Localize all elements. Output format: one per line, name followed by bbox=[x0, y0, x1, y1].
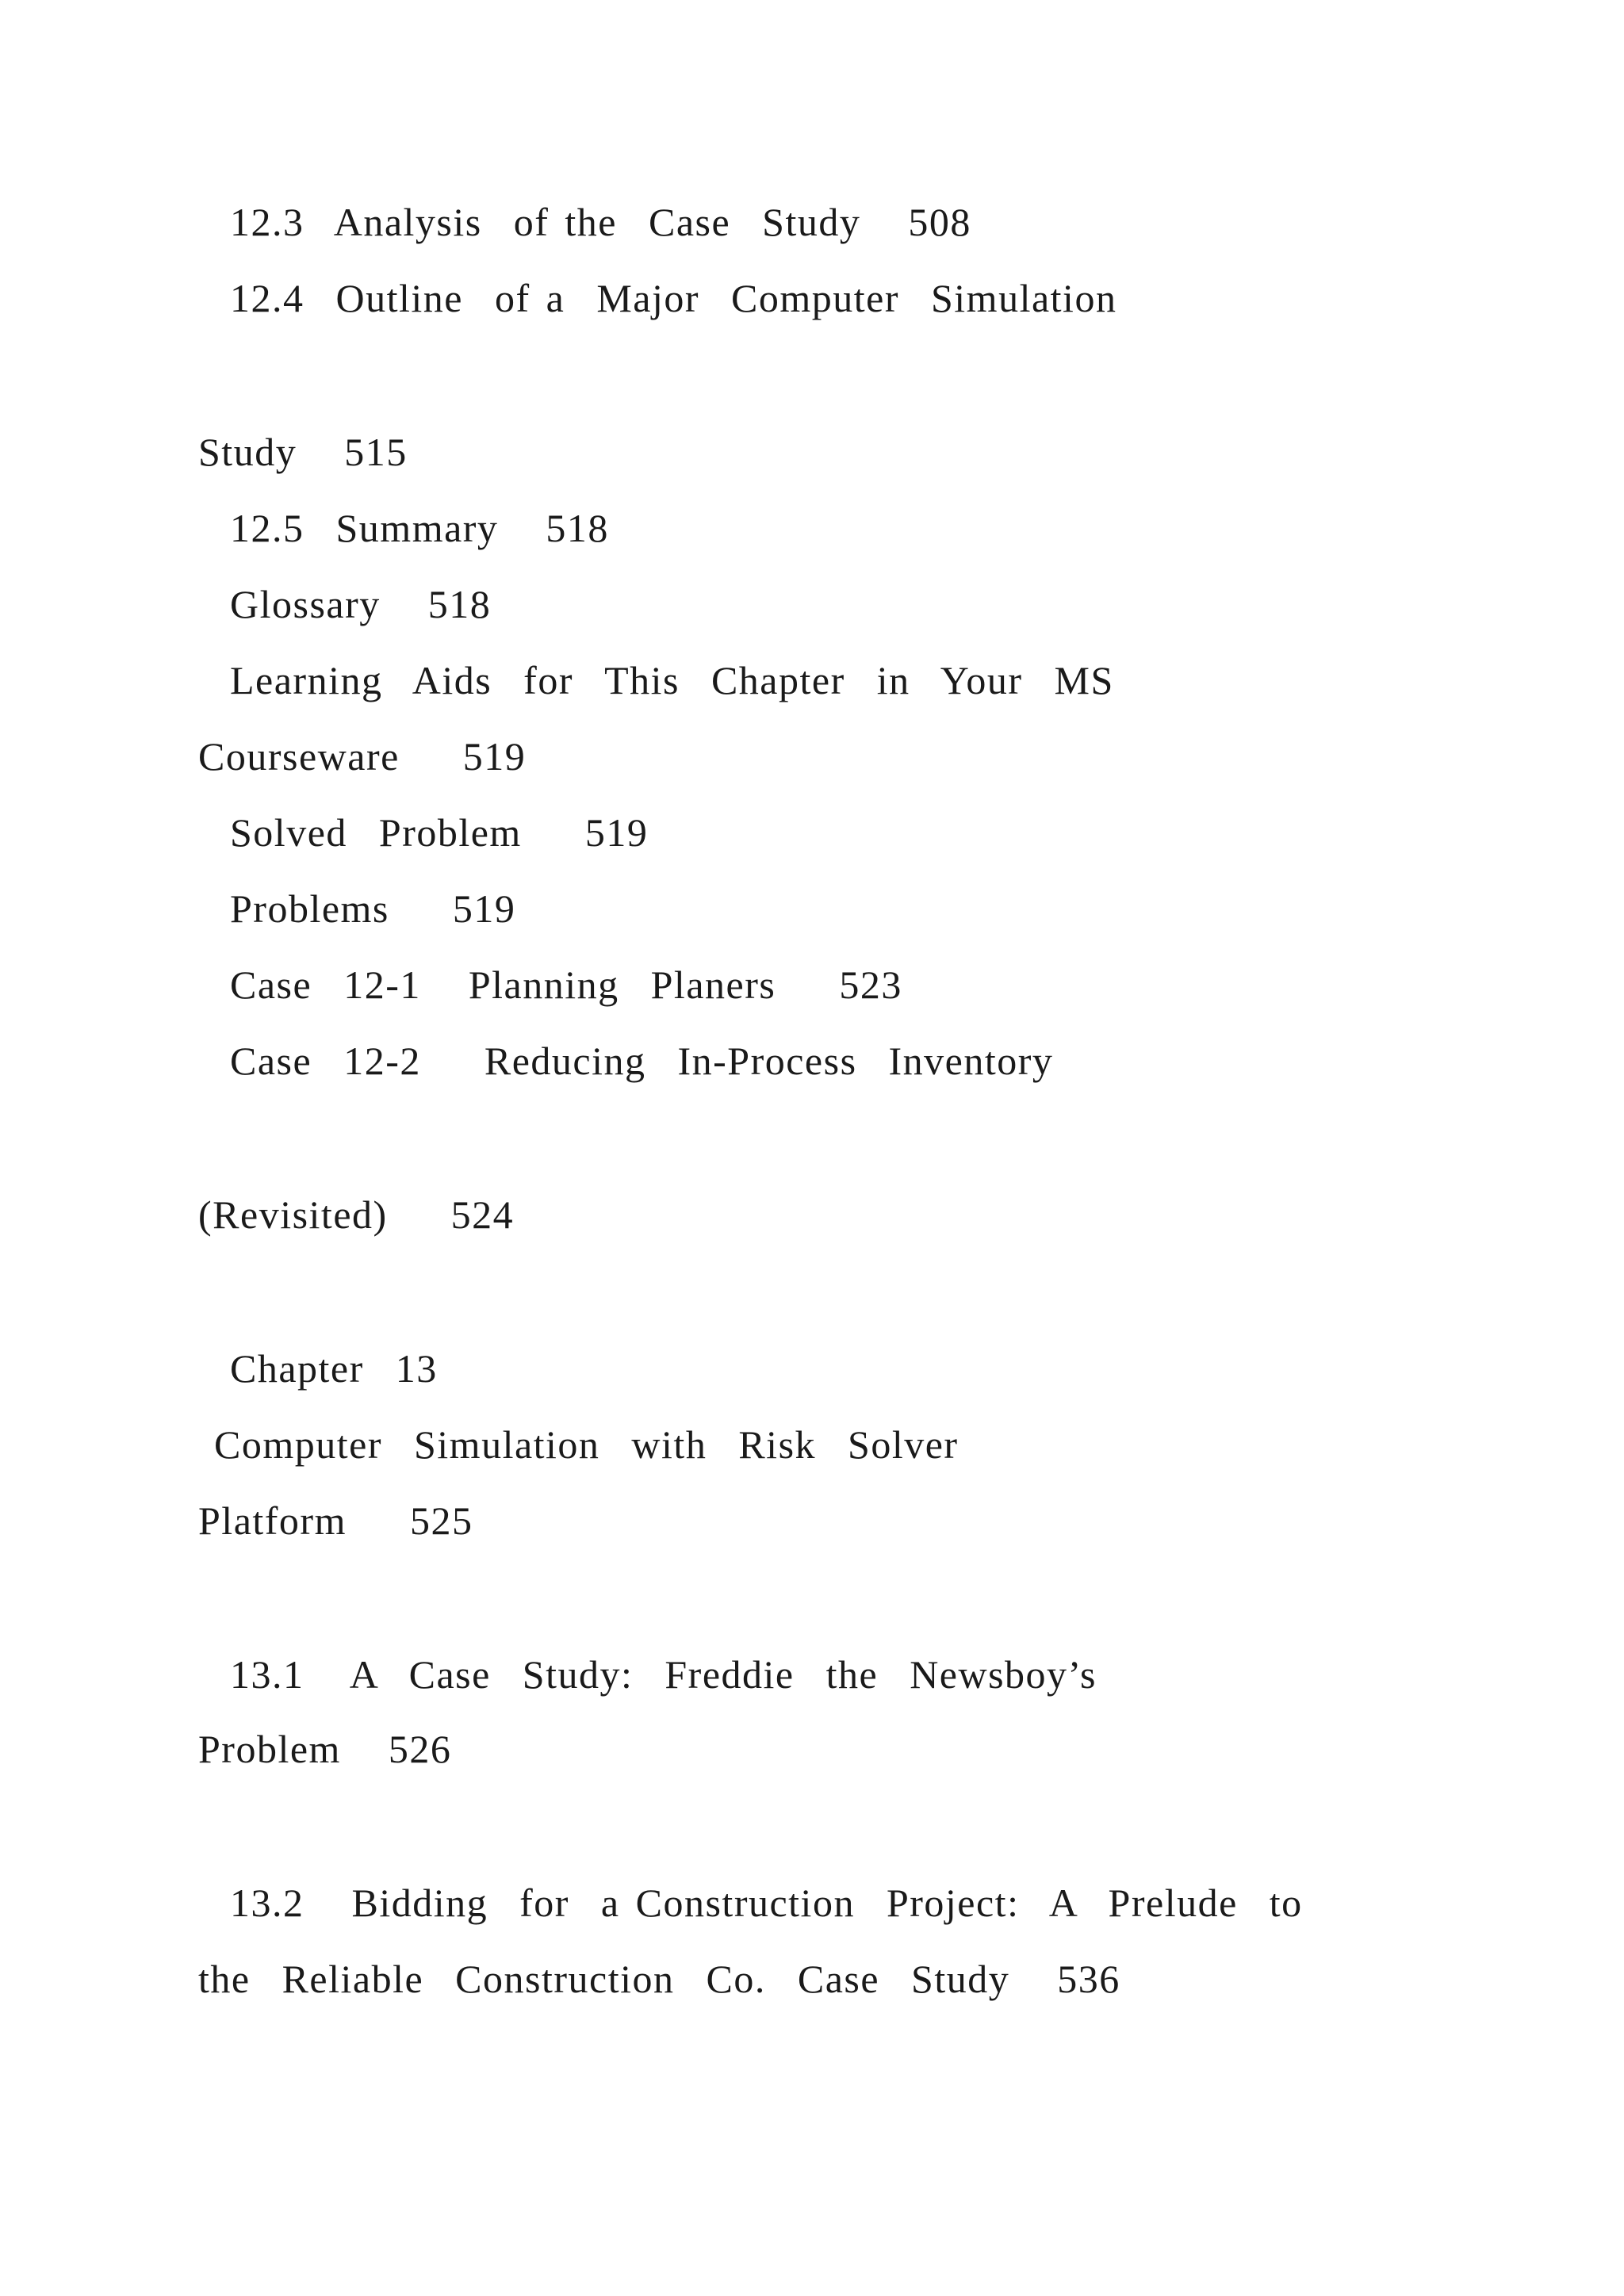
toc-entry-glossary: Glossary 518 bbox=[198, 582, 492, 626]
chapter-heading: Chapter 13 bbox=[198, 1346, 438, 1391]
toc-entry-13-2-continued: the Reliable Construction Co. Case Study 536 bbox=[198, 1957, 1120, 2001]
chapter-title-continued: Platform 525 bbox=[198, 1498, 473, 1543]
toc-entry-learning-aids: Learning Aids for This Chapter in Your MS bbox=[198, 658, 1114, 702]
toc-entry-13-1-continued: Problem 526 bbox=[198, 1727, 452, 1771]
toc-entry-case-12-2: Case 12-2 Reducing In-Process Inventory bbox=[198, 1039, 1054, 1083]
toc-entry-learning-aids-continued: Courseware 519 bbox=[198, 734, 527, 779]
chapter-title: Computer Simulation with Risk Solver bbox=[198, 1422, 959, 1467]
toc-entry-12-4-continued: Study 515 bbox=[198, 430, 408, 474]
toc-entry-12-3: 12.3 Analysis of the Case Study 508 bbox=[198, 200, 971, 244]
toc-entry-case-12-1: Case 12-1 Planning Planers 523 bbox=[198, 962, 902, 1007]
toc-entry-12-5: 12.5 Summary 518 bbox=[198, 506, 609, 550]
toc-entry-case-12-2-continued: (Revisited) 524 bbox=[198, 1192, 515, 1237]
toc-entry-13-1: 13.1 A Case Study: Freddie the Newsboy’s bbox=[198, 1652, 1097, 1697]
toc-entry-solved-problem: Solved Problem 519 bbox=[198, 810, 649, 855]
toc-entry-12-4: 12.4 Outline of a Major Computer Simulation bbox=[198, 276, 1117, 320]
toc-entry-problems: Problems 519 bbox=[198, 886, 516, 931]
toc-entry-13-2: 13.2 Bidding for a Construction Project: A Prelude to bbox=[198, 1881, 1303, 1925]
